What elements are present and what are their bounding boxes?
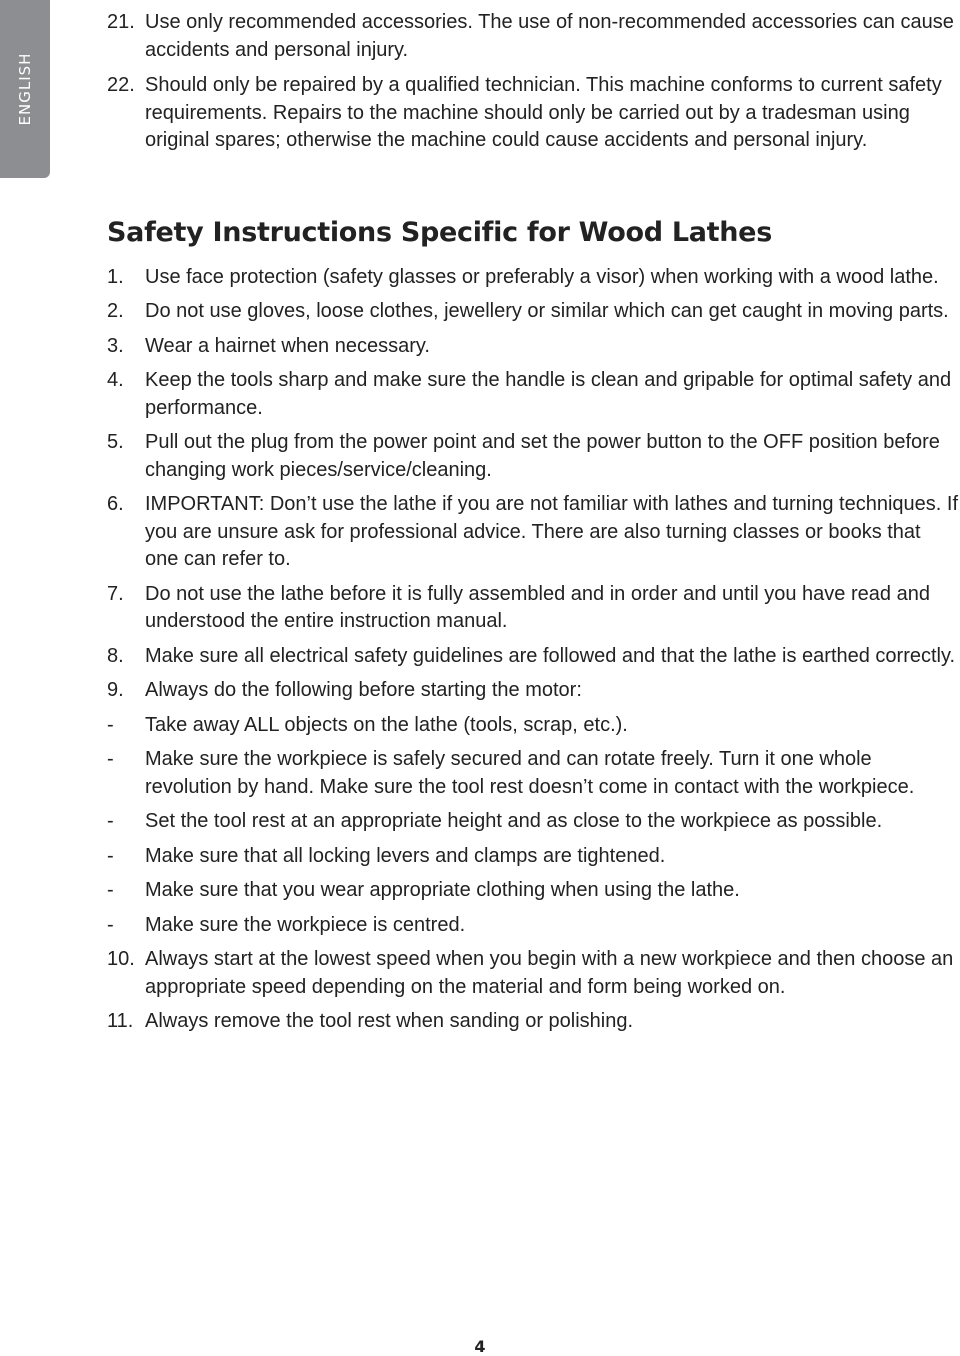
list-item — [107, 72, 959, 155]
list-item — [107, 643, 959, 671]
item-number: 5. — [107, 431, 124, 453]
list-item — [107, 712, 959, 740]
item-number: 1. — [107, 265, 124, 288]
item-text: Always start at the lowest speed when you begin with a new workpiece and then choose an appropriate speed depending on the material and form being worked on. — [145, 948, 954, 998]
list-item — [107, 491, 959, 574]
item-number: 21. — [107, 11, 135, 33]
item-number: 11. — [107, 1010, 134, 1032]
list-item — [107, 367, 959, 422]
page-content — [107, 9, 959, 1043]
list-item — [107, 264, 959, 292]
item-text: Take away ALL objects on the lathe (tools, scrap, etc.). — [145, 713, 628, 736]
item-number: 2. — [107, 300, 124, 322]
page-number: 4 — [474, 1337, 486, 1356]
language-tab-label: ENGLISH — [16, 52, 34, 126]
item-text: Make sure that all locking levers and clamps are tightened. — [145, 844, 666, 867]
language-tab — [0, 0, 50, 178]
list-item — [107, 298, 959, 326]
item-number: 6. — [107, 493, 124, 515]
item-number: 9. — [107, 679, 124, 701]
item-text: Always do the following before starting the motor: — [145, 679, 582, 701]
item-text: Should only be repaired by a qualified technician. This machine conforms to current safety requirements. Repairs to the machine should only be carried out by a tradesman using original spares; otherwise the machine could cause accidents and personal injury. — [145, 74, 942, 151]
item-text: Pull out the plug from the power point and set the power button to the OFF position before changing work pieces/service/cleaning. — [145, 431, 940, 481]
list-item — [107, 1008, 959, 1036]
item-number: 10. — [107, 948, 135, 970]
intro-list — [107, 9, 959, 155]
safety-instructions-list — [107, 264, 959, 1036]
list-item — [107, 946, 959, 1001]
item-text: Keep the tools sharp and make sure the handle is clean and gripable for optimal safety and performance. — [145, 369, 952, 419]
item-number: 3. — [107, 334, 124, 357]
item-number: - — [107, 810, 114, 832]
item-text: Wear a hairnet when necessary. — [145, 334, 430, 357]
item-number: - — [107, 879, 114, 901]
item-number: 22. — [107, 74, 135, 96]
list-item — [107, 877, 959, 905]
item-number: - — [107, 913, 114, 936]
list-item — [107, 581, 959, 636]
item-text: Use only recommended accessories. The use of non-recommended accessories can cause accidents and personal injury. — [145, 11, 954, 61]
item-text: Make sure the workpiece is centred. — [145, 913, 466, 936]
item-number: - — [107, 713, 114, 736]
item-number: - — [107, 748, 114, 770]
list-item — [107, 808, 959, 836]
list-item — [107, 9, 959, 64]
item-number: - — [107, 844, 114, 867]
list-item — [107, 912, 959, 940]
item-text: Do not use gloves, loose clothes, jewellery or similar which can get caught in moving parts. — [145, 300, 949, 322]
item-number: 8. — [107, 644, 124, 667]
list-item — [107, 333, 959, 361]
list-item — [107, 429, 959, 484]
item-text: Use face protection (safety glasses or preferably a visor) when working with a wood lathe. — [145, 265, 939, 288]
item-text: Set the tool rest at an appropriate height and as close to the workpiece as possible. — [145, 810, 883, 832]
item-number: 7. — [107, 582, 124, 605]
section-heading: Safety Instructions Specific for Wood Lathes — [107, 216, 772, 248]
list-item — [107, 843, 959, 871]
item-text: Make sure all electrical safety guidelines are followed and that the lathe is earthed correctly. — [145, 644, 956, 667]
item-text: IMPORTANT: Don’t use the lathe if you are not familiar with lathes and turning techniques. If you are unsure ask for professional advice. There are also turning classes or books that one can refer to. — [145, 493, 958, 570]
item-text: Make sure that you wear appropriate clothing when using the lathe. — [145, 879, 740, 901]
item-text: Make sure the workpiece is safely secured and can rotate freely. Turn it one whole revolution by hand. Make sure the tool rest doesn’t come in contact with the workpiece. — [145, 748, 915, 798]
item-text: Do not use the lathe before it is fully assembled and in order and until you have read and understood the entire instruction manual. — [145, 582, 930, 632]
list-item — [107, 746, 959, 801]
item-number: 4. — [107, 369, 124, 391]
list-item — [107, 677, 959, 705]
item-text: Always remove the tool rest when sanding or polishing. — [145, 1010, 634, 1032]
